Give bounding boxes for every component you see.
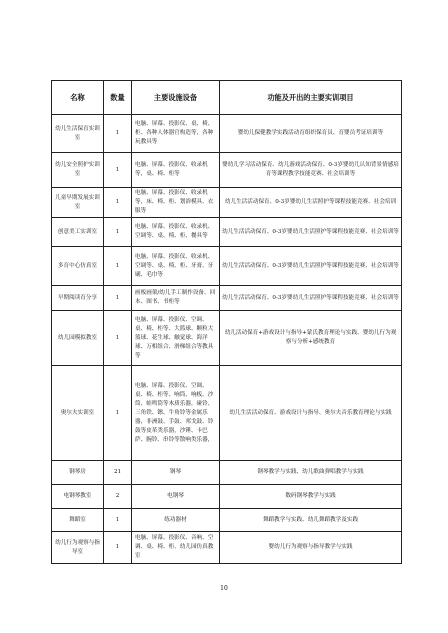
room-equipment: 电脑、屏幕、投影仪、收录机等，桌、椅、柜等 [132, 153, 220, 188]
room-quantity: 21 [104, 461, 132, 485]
room-name: 儿童早期发展实训室 [52, 188, 104, 218]
header-function: 功能及开出的主要实训项目 [220, 81, 402, 115]
room-function: 幼儿生活活动保育、0-3岁婴幼儿生活照护等课程技能竞赛、社会培训 [220, 188, 402, 218]
header-quantity: 数量 [104, 81, 132, 115]
room-equipment: 画板画架/幼儿手工制作设备、回本、图书、书柜等 [132, 286, 220, 311]
room-quantity: 1 [104, 366, 132, 461]
room-equipment: 电脑、屏幕、投影仪、收录机等，床、椅、柜、划浴模具、衣服等 [132, 188, 220, 218]
table-row [52, 218, 402, 247]
room-quantity: 1 [104, 286, 132, 311]
table-header-row [52, 81, 402, 115]
table-row [52, 286, 402, 311]
table-row [52, 509, 402, 532]
room-name: 舞蹈室 [52, 509, 104, 532]
room-function: 幼儿生活活动保育、0-3岁婴幼儿生活照护等课程技能竞赛、社会培训等 [220, 286, 402, 311]
room-name: 电钢琴教室 [52, 485, 104, 509]
room-name: 奥尔夫实训室 [52, 366, 104, 461]
room-name: 幼儿生活保育实训室 [52, 115, 104, 153]
room-equipment: 电脑、屏幕、投影仪、收录机、空调等、桌、椅、柜、餐具等 [132, 218, 220, 247]
table-row [52, 485, 402, 509]
room-equipment: 练功器材 [132, 509, 220, 532]
room-name: 幼儿行为观察与指导室 [52, 532, 104, 564]
page-number: 10 [220, 585, 228, 592]
room-equipment: 电脑、屏幕、投影仪、收录机、空调等、桌、椅、柜、牙膏、牙刷、毛巾等 [132, 247, 220, 286]
header-name: 名称 [52, 81, 104, 115]
room-equipment: 电钢琴 [132, 485, 220, 509]
room-function: 幼儿生活活动保育、游戏设计与指导、奥尔夫音乐教育理论与实践 [220, 366, 402, 461]
table-row [52, 188, 402, 218]
room-function: 婴幼儿学习活动保育、幼儿游戏活动保育、0-3岁婴幼儿认知背景情感培育等课程教学技能竞赛、社会培训等 [220, 153, 402, 188]
room-equipment: 钢琴 [132, 461, 220, 485]
room-function: 数码钢琴教学与实践 [220, 485, 402, 509]
room-quantity: 1 [104, 115, 132, 153]
header-equipment: 主要设施设备 [132, 81, 220, 115]
room-name: 早期阅读育分享 [52, 286, 104, 311]
room-quantity: 1 [104, 218, 132, 247]
room-function: 钢琴教学与实践、幼儿歌曲弹唱教学与实践 [220, 461, 402, 485]
room-equipment: 电脑、屏幕、投影仪、桌、椅、柜、各种人体器官构造等，各种玩教具等 [132, 115, 220, 153]
room-quantity: 1 [104, 509, 132, 532]
table-row [52, 532, 402, 564]
room-quantity: 1 [104, 532, 132, 564]
room-equipment: 电脑、屏幕、投影仪、空调、桌、椅、柜等、响筒、响板、沙筒、蛙鸣筒等木质乐器，碰铃、三角铁、镲、牛角铃等金属乐器，非洲鼓、手鼓、邦戈鼓、铃鼓等皮革类乐器，沙锤、卡巴萨、腕铃、串铃等散响类乐器， [132, 366, 220, 461]
room-quantity: 2 [104, 485, 132, 509]
room-quantity: 1 [104, 153, 132, 188]
room-name: 多育中心仿真室 [52, 247, 104, 286]
room-name: 幼儿园模拟教室 [52, 311, 104, 366]
table-row [52, 247, 402, 286]
table-row [52, 115, 402, 153]
room-function: 婴幼儿保健教学实践活动育组织保育员、育婴员考证培训等 [220, 115, 402, 153]
table-row [52, 153, 402, 188]
room-quantity: 1 [104, 247, 132, 286]
room-name: 幼儿安全照护实训室 [52, 153, 104, 188]
room-function: 幼儿生活活动保育、0-3岁婴幼儿生活照护等课程技能竞赛、社会培训等 [220, 218, 402, 247]
room-function: 婴幼儿行为观察与指导教学与实践 [220, 532, 402, 564]
room-function: 舞蹈教学与实践、幼儿舞蹈教学及实践 [220, 509, 402, 532]
room-equipment: 电脑、屏幕、投影仪、音响、空调、桌、椅、柜、幼儿园仿真教室 [132, 532, 220, 564]
room-quantity: 1 [104, 311, 132, 366]
room-function: 幼儿生活活动保育、0-3岁婴幼儿生活照护等课程技能竞赛、社会培训等 [220, 247, 402, 286]
table-row [52, 461, 402, 485]
room-name: 创意美工实训室 [52, 218, 104, 247]
room-quantity: 1 [104, 188, 132, 218]
training-room-table [51, 80, 402, 564]
room-name: 钢琴房 [52, 461, 104, 485]
table-row [52, 366, 402, 461]
room-function: 幼儿活动保育+游戏设计与指导+蒙氏教育理论与实践、婴幼儿行为观察与分析+感统教育 [220, 311, 402, 366]
room-equipment: 电脑、屏幕、投影仪、空调、桌、椅、柜等、大篮球、颗粒大篮球、花生球、触觉球、海洋球、万相组合、滑梯组合等教具等 [132, 311, 220, 366]
table-row [52, 311, 402, 366]
